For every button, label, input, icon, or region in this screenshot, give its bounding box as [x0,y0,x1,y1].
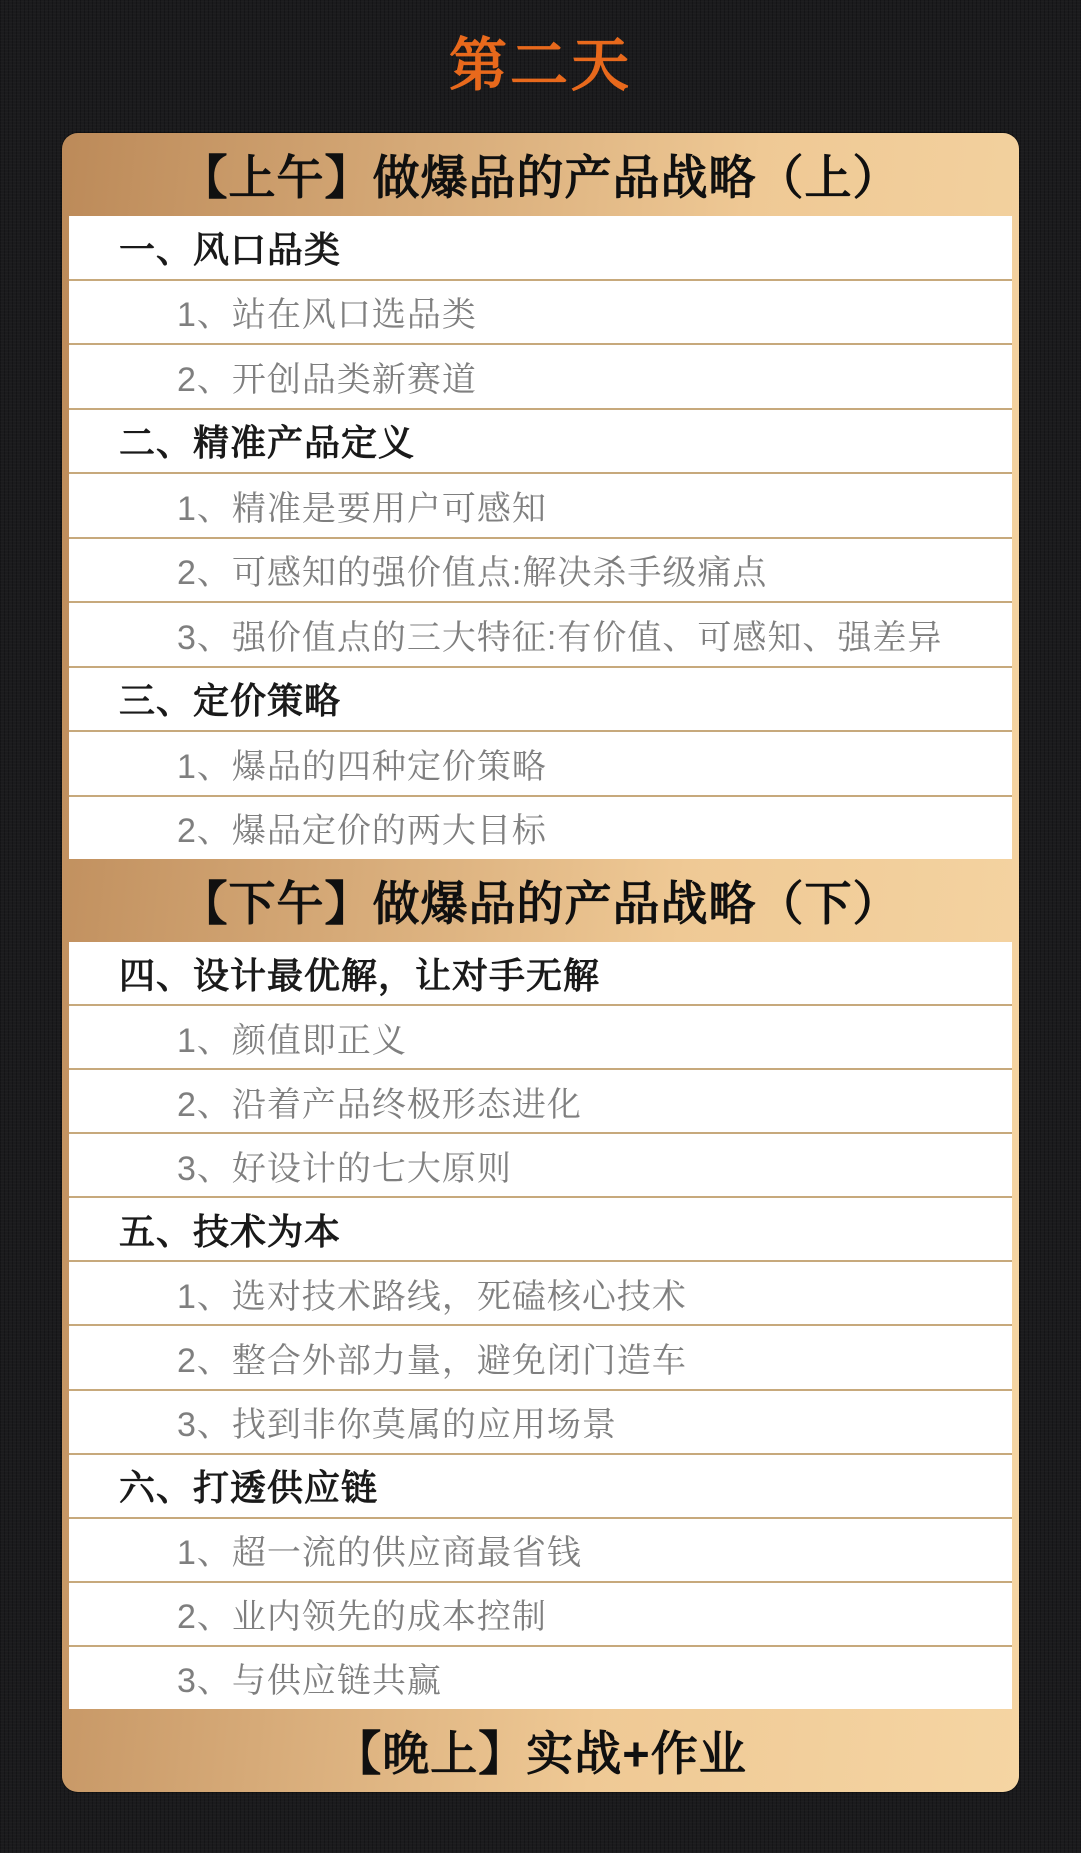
topic-row: 二、精准产品定义 [69,408,1012,473]
table-row: 1、精准是要用户可感知 [69,472,1012,537]
table-row: 1、超一流的供应商最省钱 [69,1517,1012,1581]
table-row: 2、爆品定价的两大目标 [69,795,1012,860]
topic-row: 三、定价策略 [69,666,1012,731]
table-row: 3、好设计的七大原则 [69,1132,1012,1196]
table-row: 1、颜值即正义 [69,1004,1012,1068]
table-row: 3、找到非你莫属的应用场景 [69,1389,1012,1453]
table-row: 2、开创品类新赛道 [69,343,1012,408]
table-row: 2、可感知的强价值点:解决杀手级痛点 [69,537,1012,602]
table-row: 2、整合外部力量，避免闭门造车 [69,1324,1012,1388]
topic-row: 六、打透供应链 [69,1453,1012,1517]
page-title: 第二天 [448,33,632,98]
topic-row: 四、设计最优解，让对手无解 [69,942,1012,1004]
schedule-table [62,133,1019,1792]
morning-rows [69,216,1012,859]
topic-row: 五、技术为本 [69,1196,1012,1260]
session-footer-evening: 【晚上】实战+作业 [334,1727,747,1780]
table-row: 2、业内领先的成本控制 [69,1581,1012,1645]
afternoon-rows [69,942,1012,1709]
session-header-morning: 【上午】做爆品的产品战略（上） [180,151,901,204]
table-row: 1、站在风口选品类 [69,279,1012,344]
topic-row: 一、风口品类 [69,216,1012,279]
session-header-afternoon: 【下午】做爆品的产品战略（下） [180,877,901,930]
table-row: 3、强价值点的三大特征:有价值、可感知、强差异 [69,601,1012,666]
table-row: 1、爆品的四种定价策略 [69,730,1012,795]
table-row: 2、沿着产品终极形态进化 [69,1068,1012,1132]
table-row: 3、与供应链共赢 [69,1645,1012,1709]
table-row: 1、选对技术路线，死磕核心技术 [69,1260,1012,1324]
